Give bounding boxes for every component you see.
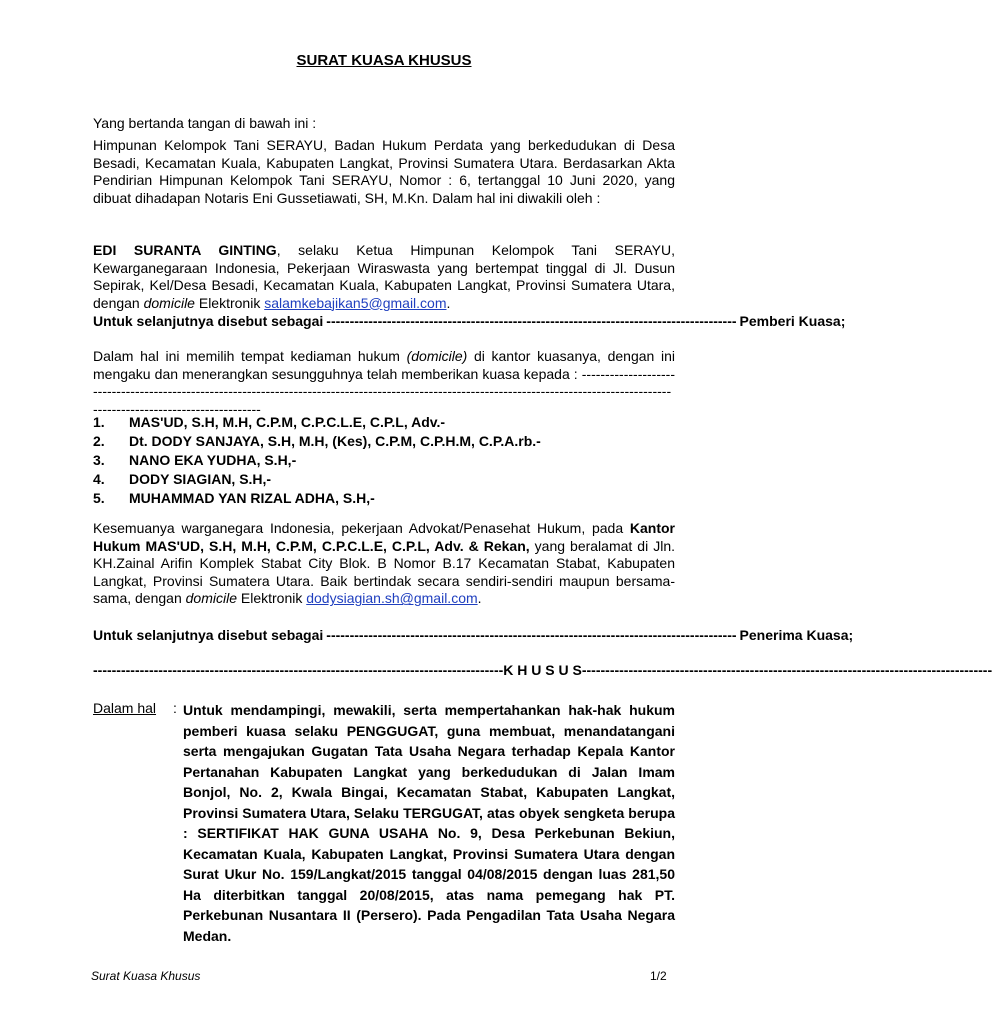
- grantee-line-right: Penerima Kuasa;: [739, 627, 854, 643]
- list-item: [93, 471, 675, 490]
- opening-line: Yang bertanda tangan di bawah ini :: [93, 115, 317, 131]
- email-suffix: .: [477, 590, 482, 607]
- khusus-heading: [93, 662, 992, 680]
- dalam-hal-text: Untuk mendampingi, mewakili, serta mempertahankan hak-hak hukum pemberi kuasa selaku PENGGUGAT, guna membuat, menandatangani serta mengajukan Gugatan Tata Usaha Negara terhadap Kepala Kantor Pertanahan Kabupaten Langkat yang berkedudukan di Jalan Imam Bonjol, No. 2, Kwala Bingai, Kecamatan Stabat, Kabupaten Langkat, Provinsi Sumatera Utara, Selaku TERGUGAT, atas obyek sengketa berupa : SERTIFIKAT HAK GUNA USAHA No. 9, Desa Perkebunan Bekiun, Kecamatan Kuala, Kabupaten Langkat, Provinsi Sumatera Utara dengan Surat Ukur No. 159/Langkat/2015 tanggal 04/08/2015 dengan luas 281,50 Ha diterbitkan tanggal 20/08/2015, atas nama pemegang hak PT. Perkebunan Nusantara II (Persero). Pada Pengadilan Tata Usaha Negara Medan.: [183, 702, 675, 944]
- grantor-line: [93, 313, 846, 331]
- grantor-line-left: Untuk selanjutnya disebut sebagai: [93, 313, 324, 329]
- attorney-part2: yang beralamat di Jln. KH.Zainal Arifin Komplek Stabat City Blok. B Nomor B.17 Kecamatan Stabat, Kabupaten Langkat, Provinsi Sumatera Utara. Baik bertindak secara sendiri-sendiri maupun bersama-sama, dengan: [93, 537, 675, 607]
- grantor-line-right: Pemberi Kuasa;: [739, 313, 846, 329]
- grantee-line: [93, 627, 854, 645]
- representative-paragraph: [93, 242, 675, 312]
- attorney-paragraph: [93, 520, 675, 608]
- list-item: [93, 414, 675, 433]
- grantor-line-dashes: ----------------------------------------------------------------------------------------: [326, 313, 737, 329]
- khusus-dashes-left: ----------------------------------------------------------------------------------------: [93, 662, 504, 678]
- grantee-line-dashes: ----------------------------------------------------------------------------------------: [326, 627, 737, 643]
- domicile-word: domicile: [143, 294, 195, 311]
- list-item: [93, 452, 675, 471]
- domicile-part2: di kantor kuasanya, dengan ini mengaku dan menerangkan sesungguhnya telah memberikan kuasa kepada :: [93, 348, 675, 382]
- party-intro-paragraph: Himpunan Kelompok Tani SERAYU, Badan Hukum Perdata yang berkedudukan di Desa Besadi, Kecamatan Kuala, Kabupaten Langkat, Provinsi Sumatera Utara. Berdasarkan Akta Pendirian Himpunan Kelompok Tani SERAYU, Nomor : 6, tertanggal 10 Juni 2020, yang dibuat dihadapan Notaris Eni Gussetiawati, SH, M.Kn. Dalam hal ini diwakili oleh :: [93, 137, 675, 206]
- footer-page-number: 1/2: [650, 969, 667, 983]
- attorney-part1: Kesemuanya warganegara Indonesia, pekerjaan Advokat/Penasehat Hukum, pada: [93, 520, 630, 536]
- khusus-dashes-right: ----------------------------------------------------------------------------------------: [581, 662, 992, 678]
- grantee-line-left: Untuk selanjutnya disebut sebagai: [93, 627, 324, 643]
- khusus-heading-text: K H U S U S: [503, 662, 582, 678]
- representative-name: EDI SURANTA GINTING: [93, 242, 277, 258]
- list-number: 4.: [93, 471, 105, 487]
- email-prefix: Elektronik: [194, 294, 265, 311]
- document-title: SURAT KUASA KHUSUS: [296, 52, 472, 69]
- list-number: 1.: [93, 414, 105, 430]
- attorney-name: NANO EKA YUDHA, S.H,-: [129, 452, 297, 468]
- list-number: 5.: [93, 490, 105, 506]
- domicile-italic: (domicile): [406, 348, 468, 364]
- attorney-name: DODY SIAGIAN, S.H,-: [129, 471, 272, 487]
- list-item: [93, 490, 675, 509]
- attorney-name: Dt. DODY SANJAYA, S.H, M.H, (Kes), C.P.M, C.P.H.M, C.P.A.rb.-: [129, 433, 541, 449]
- attorney-name: MUHAMMAD YAN RIZAL ADHA, S.H,-: [129, 490, 375, 506]
- list-number: 2.: [93, 433, 105, 449]
- domicile-word: domicile: [185, 590, 237, 607]
- representative-email-link[interactable]: salamkebajikan5@gmail.com: [264, 294, 447, 311]
- list-item: [93, 433, 675, 452]
- domicile-paragraph: [93, 348, 675, 417]
- domicile-dashes: ------------------------------------------------------------------------------------------------------------------------------------------------------------------------------------: [93, 365, 675, 417]
- dalam-hal-label: Dalam hal: [93, 700, 157, 716]
- attorney-email-link[interactable]: dodysiagian.sh@gmail.com: [306, 590, 478, 607]
- footer-document-name: Surat Kuasa Khusus: [91, 969, 201, 983]
- attorney-list: [93, 414, 675, 509]
- email-prefix: Elektronik: [236, 590, 307, 607]
- email-suffix: .: [446, 294, 451, 311]
- domicile-part1: Dalam hal ini memilih tempat kediaman hukum: [93, 348, 407, 364]
- representative-description: , selaku Ketua Himpunan Kelompok Tani SERAYU, Kewarganegaraan Indonesia, Pekerjaan Wiraswasta yang bertempat tinggal di Jl. Dusun Sepirak, Kel/Desa Besadi, Kecamatan Kuala, Kabupaten Langkat, Provinsi Sumatera Utara, dengan: [93, 242, 675, 311]
- attorney-name: MAS'UD, S.H, M.H, C.P.M, C.P.C.L.E, C.P.L, Adv.-: [129, 414, 446, 430]
- law-firm-name: Kantor Hukum MAS'UD, S.H, M.H, C.P.M, C.P.C.L.E, C.P.L, Adv. & Rekan,: [93, 520, 675, 554]
- list-number: 3.: [93, 452, 105, 468]
- dalam-hal-colon: :: [173, 700, 177, 716]
